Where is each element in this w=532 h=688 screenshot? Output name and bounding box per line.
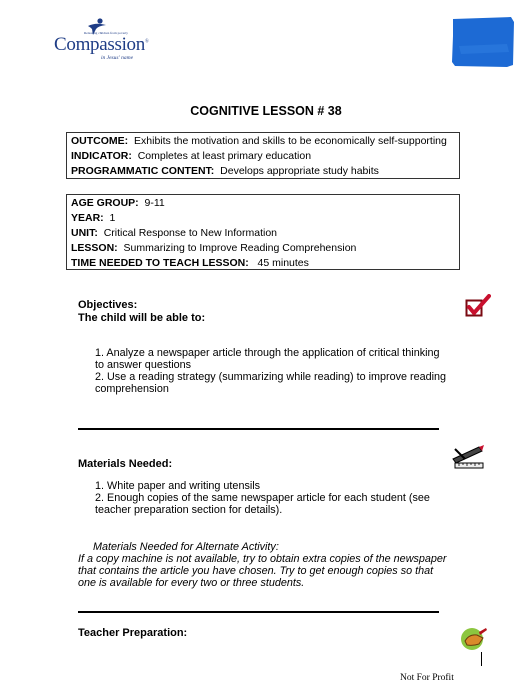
logo-subline: in Jesus' name	[101, 55, 134, 61]
objective-item-1-cont: to answer questions	[95, 359, 192, 371]
objectives-heading: Objectives:	[78, 299, 138, 311]
unit-row: UNIT: Critical Response to New Information	[71, 227, 278, 239]
materials-heading: Materials Needed:	[78, 458, 173, 470]
programmatic-content-row: PROGRAMMATIC CONTENT: Develops appropriate study habits	[71, 165, 379, 177]
logo-wordmark: Compassion®	[54, 34, 149, 55]
footer-marker	[481, 652, 482, 666]
logo-tagline: Releasing children from poverty	[84, 31, 128, 35]
outcome-row: OUTCOME: Exhibits the motivation and skills to be economically self-supporting	[71, 135, 447, 147]
blue-brush-swatch	[451, 16, 515, 68]
checkbox-checked-icon	[465, 294, 491, 318]
page-title: COGNITIVE LESSON # 38	[190, 104, 342, 118]
material-item-2: 2. Enough copies of the same newspaper article for each student (see	[95, 492, 430, 504]
compassion-logo	[48, 18, 168, 68]
indicator-row: INDICATOR: Completes at least primary education	[71, 150, 312, 162]
objective-item-1: 1. Analyze a newspaper article through the application of critical thinking	[95, 347, 440, 359]
material-item-2-cont: teacher preparation section for details).	[95, 504, 283, 516]
pencil-ruler-icon	[451, 445, 487, 471]
objective-item-2: 2. Use a reading strategy (summarizing while reading) to improve reading	[95, 371, 447, 383]
objectives-subheading: The child will be able to:	[78, 312, 206, 324]
lesson-row: LESSON: Summarizing to Improve Reading Comprehension	[71, 242, 357, 254]
footer-not-for-profit: Not For Profit	[400, 673, 454, 683]
material-item-1: 1. White paper and writing utensils	[95, 480, 261, 492]
hand-writing-icon	[459, 626, 489, 652]
teacher-preparation-heading: Teacher Preparation:	[78, 627, 188, 639]
alternate-materials-line-2: that contains the article you have chosen. Try to get enough copies so that	[78, 565, 434, 577]
time-needed-row: TIME NEEDED TO TEACH LESSON: 45 minutes	[71, 257, 309, 269]
objective-item-2-cont: comprehension	[95, 383, 169, 395]
alternate-materials-heading: Materials Needed for Alternate Activity:	[93, 541, 279, 553]
section-divider	[78, 611, 439, 613]
age-group-row: AGE GROUP: 9-11	[71, 197, 165, 209]
alternate-materials-line-3: one is available for every two or three students.	[78, 577, 305, 589]
alternate-materials-line-1: If a copy machine is not available, try to obtain extra copies of the newspaper	[78, 553, 447, 565]
section-divider	[78, 428, 439, 430]
outcome-box	[66, 132, 460, 179]
year-row: YEAR: 1	[71, 212, 116, 224]
lesson-info-box	[66, 194, 460, 270]
